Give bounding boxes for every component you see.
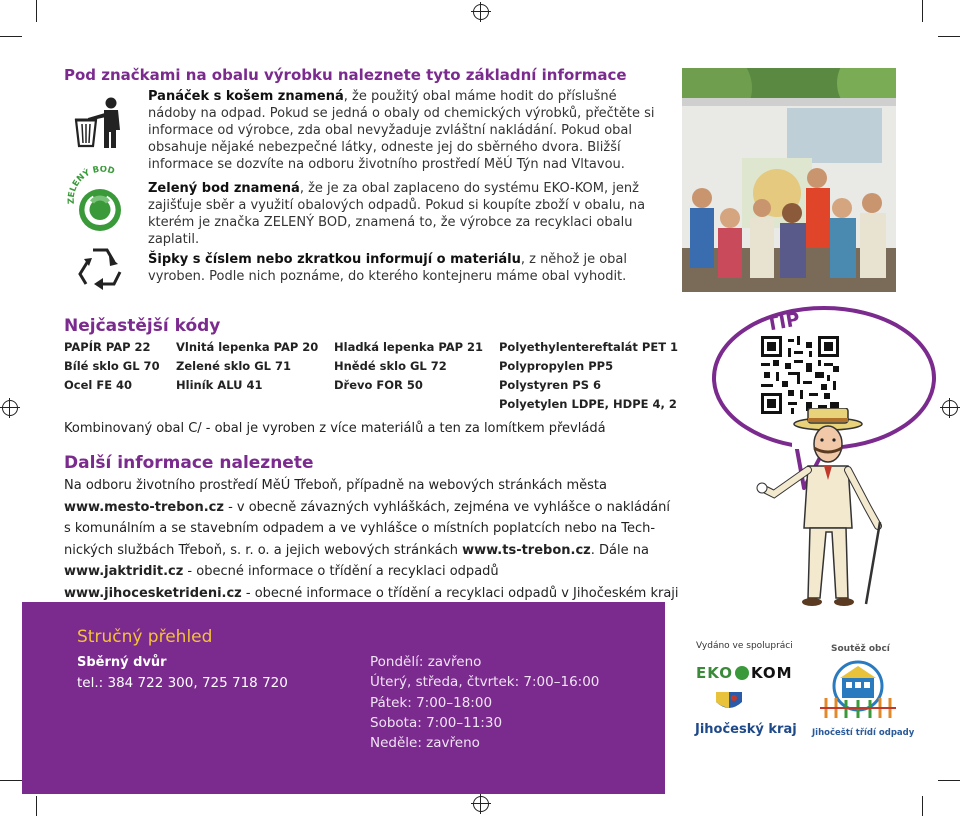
svg-text:ZELENÝ BOD: ZELENÝ BOD xyxy=(66,166,116,205)
paragraph-bin: Panáček s košem znamená, že použitý obal máme hodit do příslušné nádoby na odpad. Pokud se jedná o obaly od chemických výrobků, přečtěte si informace od výrobce, zda obal nevyžaduje zvláštní nakládání. Pokud obal obsahuje nějaké nebezpečné látky, odneste jej do sběrného dvora. Bližší informace se dozvíte na odboru životního prostředí MěÚ Týn nad Vltavou. xyxy=(148,89,655,172)
person-with-bin-icon xyxy=(74,96,126,150)
link-jaktridit[interactable]: www.jaktridit.cz xyxy=(64,564,184,579)
tip-label: TIP xyxy=(764,308,802,336)
registration-mark-bottom xyxy=(473,796,489,812)
opening-hours: Pondělí: zavřeno Úterý, středa, čtvrtek: 7:00–16:00 Pátek: 7:00–18:00 Sobota: 7:00–11:30 Neděle: zavřeno xyxy=(370,654,600,752)
code-cell: Bílé sklo GL 70 xyxy=(64,359,160,373)
code-cell: Dřevo FOR 50 xyxy=(334,378,423,392)
cartoon-man-illustration xyxy=(748,408,910,608)
code-cell: Hnědé sklo GL 72 xyxy=(334,359,447,373)
green-dot-logo xyxy=(66,166,136,236)
more-info-title: Další informace naleznete xyxy=(64,453,314,473)
contest-label: Soutěž obcí xyxy=(831,644,890,654)
link-ts-trebon[interactable]: www.ts-trebon.cz xyxy=(462,542,591,558)
code-cell: Hliník ALU 41 xyxy=(176,378,263,392)
jihocesky-kraj-emblem xyxy=(712,688,746,716)
code-cell: PAPÍR PAP 22 xyxy=(64,340,151,354)
contest-logo xyxy=(812,658,904,730)
link-mesto-trebon[interactable]: www.mesto-trebon.cz xyxy=(64,499,224,515)
collection-yard-label: Sběrný dvůr xyxy=(77,655,167,670)
qr-code[interactable] xyxy=(761,336,839,414)
paragraph-arrows: Šipky s číslem nebo zkratkou informují o materiálu, z něhož je obal vyroben. Podle nich poznáme, do kterého kontejneru máme obal vyhodit. xyxy=(148,252,627,284)
code-cell: Vlnitá lepenka PAP 20 xyxy=(176,340,319,354)
contest-name: Jihočeští třídí odpady xyxy=(812,728,915,738)
section-title: Pod značkami na obalu výrobku naleznete tyto základní informace xyxy=(64,66,627,84)
codes-title: Nejčastější kódy xyxy=(64,316,221,336)
combined-package-note: Kombinovaný obal C/ - obal je vyroben z více materiálů a ten za lomítkem převládá xyxy=(64,421,606,436)
link-jihocesketrideni[interactable]: www.jihocesketrideni.cz xyxy=(64,585,242,601)
phone-number: tel.: 384 722 300, 725 718 720 xyxy=(77,675,288,691)
recycle-arrows-icon xyxy=(76,244,124,290)
code-cell: Polyetylen LDPE, HDPE 4, 2 xyxy=(499,397,677,411)
ekokom-logo: EKO KOM xyxy=(696,664,793,682)
code-cell: Polypropylen PP5 xyxy=(499,359,614,373)
code-cell: Ocel FE 40 xyxy=(64,378,133,392)
photo-children-at-bus xyxy=(682,68,896,292)
registration-mark-top xyxy=(473,4,489,20)
code-cell: Hladká lepenka PAP 21 xyxy=(334,340,484,354)
code-cell: Polyethylentereftalát PET 1 xyxy=(499,340,679,354)
cooperation-label: Vydáno ve spolupráci xyxy=(696,641,793,651)
registration-mark-left xyxy=(2,400,18,416)
summary-title: Stručný přehled xyxy=(77,627,213,647)
jihocesky-kraj-logo: Jihočeský kraj xyxy=(695,722,797,737)
code-cell: Zelené sklo GL 71 xyxy=(176,359,291,373)
code-cell: Polystyren PS 6 xyxy=(499,378,601,392)
more-info-text: Na odboru životního prostředí MěÚ Třeboň, případně na webových stránkách města www.mesto-trebon.cz - v obecně závazných vyhláškách, zejména ve vyhlášce o nakládání s komunálním a se stavebním odpadem a ve vyhlášce o místních poplatcích nebo na Tech- nických službách Třeboň, s. r. o. a jejich webových stránkách www.ts-trebon.cz. Dále na www.jaktridit.cz - obecné informace o třídění a recyklaci odpadů www.jihocesketrideni.cz - obecné informace o třídění a recyklaci odpadů v Jihočeském kraji xyxy=(64,478,679,601)
paragraph-green-dot: Zelený bod znamená, že je za obal zaplaceno do systému EKO-KOM, jenž zajišťuje sběr a využití obalových odpadů. Pokud si koupíte zboží v obalu, na kterém je značka ZELENÝ BOD, znamená to, že výrobce za recyklaci obalu zaplatil. xyxy=(148,181,646,247)
